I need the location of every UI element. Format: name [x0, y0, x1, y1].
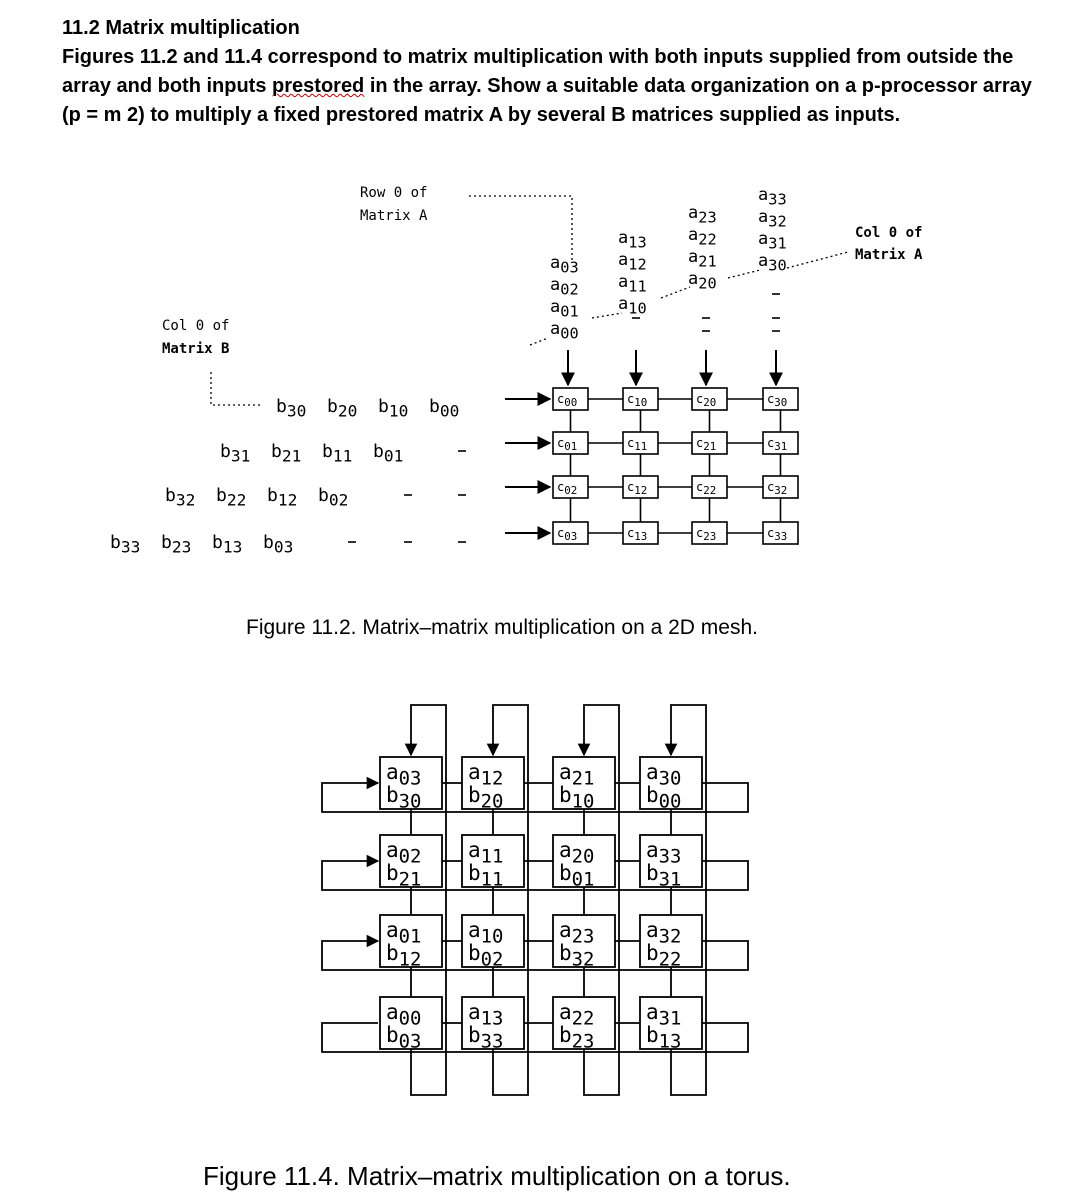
torus-a-a33: a33: [646, 838, 682, 868]
c-cell-c11: c11: [627, 436, 648, 453]
torus-a-a31: a31: [646, 1000, 682, 1030]
figure-torus: [203, 705, 791, 1191]
torus-b-b11: b11: [468, 861, 504, 891]
c-cell-c33: c33: [767, 526, 788, 543]
col0b-label-line1: Col 0 of: [162, 318, 230, 334]
c-cell-c22: c22: [696, 480, 717, 497]
col0a-label-line2: Matrix A: [855, 247, 923, 263]
torus-a-a02: a02: [386, 838, 422, 868]
torus-b-b10: b10: [559, 783, 595, 813]
row0-label-line2: Matrix A: [360, 208, 428, 224]
b-input-b12: b12: [267, 485, 298, 510]
torus-b-b12: b12: [386, 941, 422, 971]
col0a-label-line1: Col 0 of: [855, 225, 923, 241]
c-cell-c12: c12: [627, 480, 648, 497]
torus-b-b01: b01: [559, 861, 595, 891]
problem-text-part-1: Figures 11.2 and 11.4 correspond to matrix multiplication with both inputs supplied from outside the array and both inputs: [62, 46, 1014, 97]
torus-b-b31: b31: [646, 861, 682, 891]
c-cell-c02: c02: [557, 480, 578, 497]
row0-label-line1: Row 0 of: [360, 185, 428, 201]
torus-a-a00: a00: [386, 1000, 422, 1030]
b-input-b22: b22: [216, 485, 247, 510]
a-input-a33: a33: [758, 185, 787, 209]
a-input-a31: a31: [758, 229, 787, 253]
c-cell-c10: c10: [627, 392, 648, 409]
torus-b-b33: b33: [468, 1023, 504, 1053]
b-input-b30: b30: [276, 396, 307, 421]
torus-a-a01: a01: [386, 918, 422, 948]
a-input-a21: a21: [688, 247, 717, 271]
c-cell-c31: c31: [767, 436, 788, 453]
a-input-a32: a32: [758, 207, 787, 231]
torus-b-b02: b02: [468, 941, 504, 971]
torus-a-a22: a22: [559, 1000, 595, 1030]
a-input-a12: a12: [618, 250, 647, 274]
torus-a-a10: a10: [468, 918, 504, 948]
c-cell-c32: c32: [767, 480, 788, 497]
a-input-a22: a22: [688, 225, 717, 249]
a-input-a10: a10: [618, 294, 647, 318]
b-input-streams: [110, 396, 466, 557]
fig1-caption: Figure 11.2. Matrix–matrix multiplication on a 2D mesh.: [246, 616, 758, 639]
c-cell-c03: c03: [557, 526, 578, 543]
mesh-grid: [505, 350, 798, 544]
b-input-b31: b31: [220, 441, 251, 466]
torus-b-b03: b03: [386, 1023, 422, 1053]
b-input-b10: b10: [378, 396, 409, 421]
torus-b-b22: b22: [646, 941, 682, 971]
torus-a-a32: a32: [646, 918, 682, 948]
c-cell-c30: c30: [767, 392, 788, 409]
torus-b-b20: b20: [468, 783, 504, 813]
torus-a-a13: a13: [468, 1000, 504, 1030]
b-input-b00: b00: [429, 396, 460, 421]
c-cell-c01: c01: [557, 436, 578, 453]
c-cell-c20: c20: [696, 392, 717, 409]
c-cell-c21: c21: [696, 436, 717, 453]
b-input-b11: b11: [322, 441, 353, 466]
a-input-a03: a03: [550, 253, 579, 277]
b-input-b01: b01: [373, 441, 404, 466]
torus-a-a20: a20: [559, 838, 595, 868]
torus-a-a21: a21: [559, 760, 595, 790]
b-input-b32: b32: [165, 485, 196, 510]
figure-2d-mesh: [110, 185, 923, 639]
b-input-b21: b21: [271, 441, 302, 466]
section-title: 11.2 Matrix multiplication: [62, 17, 300, 39]
c-cell-c13: c13: [627, 526, 648, 543]
col0a-leader: [787, 252, 848, 268]
col0b-label-line2: Matrix B: [162, 341, 230, 357]
torus-b-b21: b21: [386, 861, 422, 891]
b-input-b33: b33: [110, 532, 141, 557]
problem-text-part-2: in the array. Show a suitable data organization on a p-processor array (p = m 2) to multiply a fixed prestored matrix A by several B matrices supplied as inputs.: [62, 75, 1032, 126]
torus-a-a23: a23: [559, 918, 595, 948]
a-input-a00: a00: [550, 319, 579, 343]
torus-b-b13: b13: [646, 1023, 682, 1053]
torus-a-a12: a12: [468, 760, 504, 790]
a-input-stacks: [550, 185, 787, 342]
b-input-b20: b20: [327, 396, 358, 421]
col0b-leader: [211, 372, 262, 405]
spellcheck-word: prestored: [272, 75, 365, 97]
torus-b-b00: b00: [646, 783, 682, 813]
torus-a-a30: a30: [646, 760, 682, 790]
b-input-b23: b23: [161, 532, 192, 557]
torus-a-a03: a03: [386, 760, 422, 790]
b-input-b13: b13: [212, 532, 243, 557]
torus-b-b30: b30: [386, 783, 422, 813]
torus-b-b32: b32: [559, 941, 595, 971]
torus-grid: [322, 705, 748, 1095]
b-input-b02: b02: [318, 485, 349, 510]
c-cell-c23: c23: [696, 526, 717, 543]
a-input-a30: a30: [758, 251, 787, 275]
a-input-a11: a11: [618, 272, 647, 296]
b-input-b03: b03: [263, 532, 294, 557]
a-input-a02: a02: [550, 275, 579, 299]
c-cell-c00: c00: [557, 392, 578, 409]
a-input-a13: a13: [618, 228, 647, 252]
torus-b-b23: b23: [559, 1023, 595, 1053]
fig2-caption: Figure 11.4. Matrix–matrix multiplication on a torus.: [203, 1161, 791, 1191]
a-input-a20: a20: [688, 269, 717, 293]
a-input-a01: a01: [550, 297, 579, 321]
a-input-a23: a23: [688, 203, 717, 227]
torus-a-a11: a11: [468, 838, 504, 868]
